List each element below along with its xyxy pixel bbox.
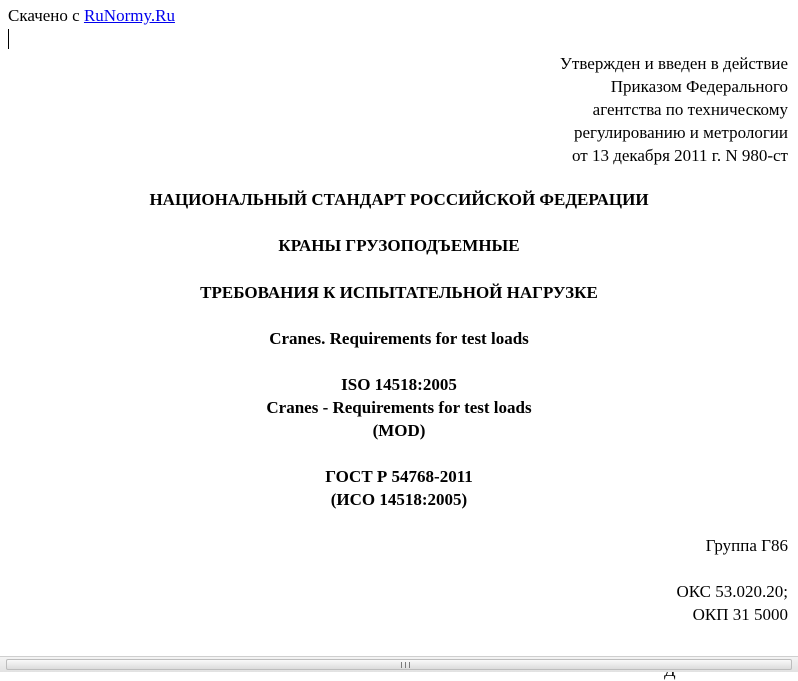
- text-cursor: [8, 29, 9, 49]
- approval-line: агентства по техническому: [592, 100, 788, 119]
- source-prefix: Скачено с: [8, 6, 84, 25]
- grip-icon: [401, 662, 410, 668]
- group-block: [706, 534, 788, 557]
- gost-code: ГОСТ Р 54768-2011: [325, 467, 473, 486]
- iso-title: Cranes - Requirements for test loads: [266, 398, 532, 417]
- standard-type: НАЦИОНАЛЬНЫЙ СТАНДАРТ РОССИЙСКОЙ ФЕДЕРАЦИИ: [149, 190, 649, 209]
- standard-title-heading: [0, 234, 798, 257]
- oks-code: ОКС 53.020.20;: [676, 582, 788, 601]
- iso-code: ISO 14518:2005: [341, 375, 457, 394]
- okp-code: ОКП 31 5000: [692, 605, 788, 624]
- approval-line: Утвержден и введен в действие: [559, 54, 788, 73]
- approval-line: регулированию и метрологии: [573, 123, 788, 142]
- iso-mod: (MOD): [372, 421, 426, 440]
- approval-line: Приказом Федерального: [610, 77, 788, 96]
- english-title-heading: [0, 327, 798, 350]
- gost-iso: (ИСО 14518:2005): [330, 490, 468, 509]
- group-code: Группа Г86: [705, 536, 788, 555]
- standard-subtitle: ТРЕБОВАНИЯ К ИСПЫТАТЕЛЬНОЙ НАГРУЗКЕ: [200, 283, 598, 302]
- classification-block: [676, 580, 788, 626]
- gost-block: [0, 465, 798, 511]
- standard-title: КРАНЫ ГРУЗОПОДЪЕМНЫЕ: [278, 236, 520, 255]
- iso-block: [0, 373, 798, 442]
- source-line: [8, 6, 175, 26]
- approval-block: [560, 52, 788, 167]
- standard-type-heading: [0, 188, 798, 211]
- english-title: Cranes. Requirements for test loads: [269, 329, 529, 348]
- scrollbar-thumb[interactable]: [6, 659, 792, 670]
- runormy-link[interactable]: RuNormy.Ru: [83, 6, 175, 25]
- approval-line: от 13 декабря 2011 г. N 980-ст: [571, 146, 788, 165]
- standard-subtitle-heading: [0, 281, 798, 304]
- horizontal-scrollbar[interactable]: [0, 656, 798, 672]
